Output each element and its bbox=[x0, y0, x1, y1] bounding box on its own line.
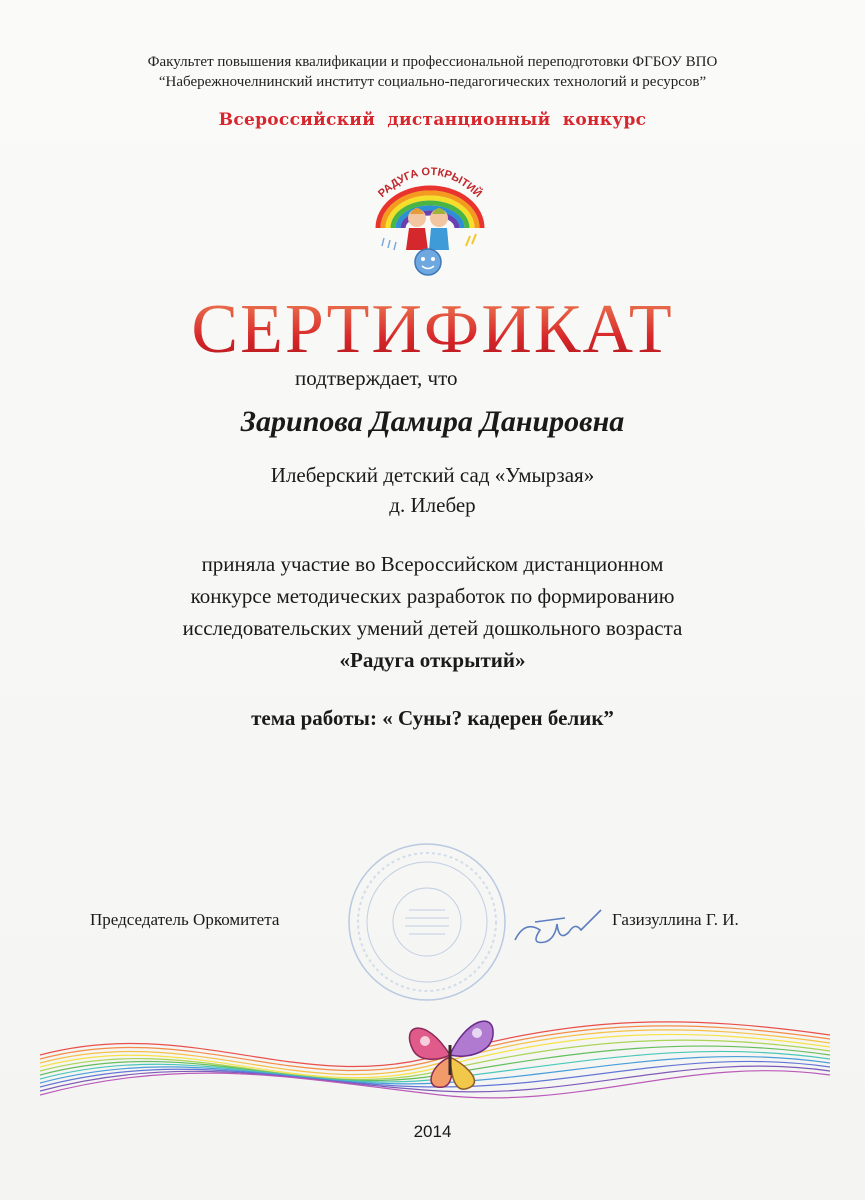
chair-label: Председатель Оркомитета bbox=[90, 910, 280, 929]
butterfly-decoration bbox=[395, 1005, 505, 1100]
logo-arc-text: РАДУГА ОТКРЫТИЙ bbox=[376, 165, 484, 201]
certificate-title: СЕРТИФИКАТ bbox=[0, 290, 865, 370]
village-name: д. Илебер bbox=[389, 493, 476, 517]
contest-name: «Радуга открытий» bbox=[339, 648, 526, 672]
organization-name: Илеберский детский сад «Умырзая» bbox=[270, 463, 595, 487]
recipient-name: Зарипова Дамира Данировна bbox=[240, 405, 625, 438]
certificate-year: 2014 bbox=[413, 1122, 452, 1141]
participation-line: конкурсе методических разработок по формированию bbox=[190, 584, 675, 608]
header-faculty-line: Факультет повышения квалификации и профессиональной переподготовки ФГБОУ ВПО bbox=[147, 54, 718, 70]
participation-line: исследовательских умений детей дошкольного возраста bbox=[182, 616, 683, 640]
handwritten-signature bbox=[505, 900, 615, 960]
participation-line: приняла участие во Всероссийском дистанционном bbox=[201, 552, 664, 576]
confirms-text: подтверждает, что bbox=[295, 366, 458, 390]
header-institute-line: “Набережночелнинский институт социально-педагогических технологий и ресурсов” bbox=[158, 74, 707, 90]
chair-name: Газизуллина Г. И. bbox=[612, 910, 739, 929]
rainbow-children-logo bbox=[360, 150, 500, 290]
work-topic: тема работы: « Суны? кадерен белик” bbox=[251, 706, 614, 730]
contest-type-heading: Всероссийский дистанционный конкурс bbox=[218, 110, 647, 130]
round-seal-stamp bbox=[345, 840, 510, 1005]
